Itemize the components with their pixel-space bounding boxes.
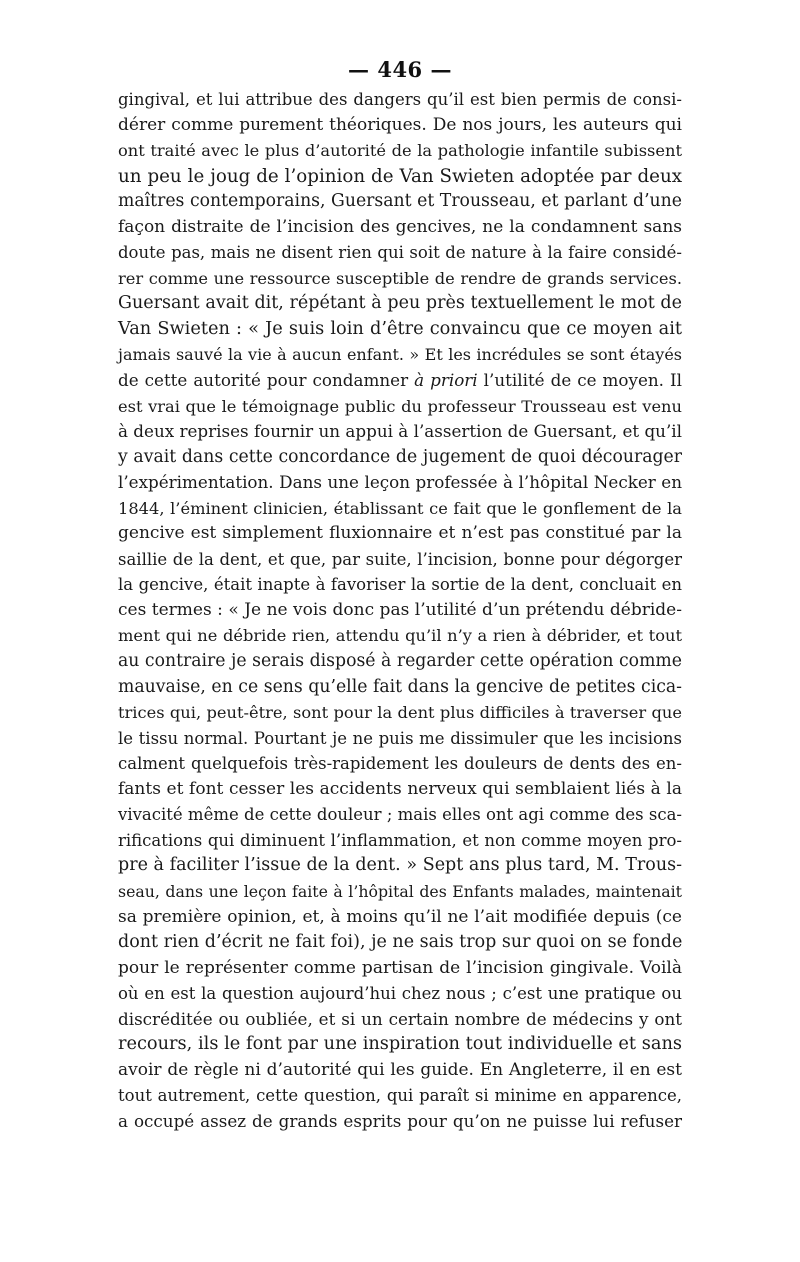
text-line: gingival, et lui attribue des dangers qu’il est bien permis de consi- bbox=[118, 90, 682, 109]
text-line: Guersant avait dit, répétant à peu près textuellement le mot de bbox=[118, 293, 682, 314]
text-line: calment quelquefois très-rapidement les douleurs de dents des en- bbox=[118, 754, 682, 774]
text-line: jamais sauvé la vie à aucun enfant. » Et les incrédules se sont étayés bbox=[118, 345, 682, 365]
text-line: la gencive, était inapte à favoriser la sortie de la dent, concluait en bbox=[118, 575, 682, 595]
text-line: fants et font cesser les accidents nerveux qui semblaient liés à la bbox=[118, 778, 682, 799]
page-number: — 446 — bbox=[348, 57, 452, 82]
text-line: l’expérimentation. Dans une leçon professée à l’hôpital Necker en bbox=[118, 472, 682, 493]
text-line: seau, dans une leçon faite à l’hôpital des Enfants malades, maintenait bbox=[118, 881, 682, 901]
text-line: trices qui, peut-être, sont pour la dent plus difficiles à traverser que bbox=[118, 703, 682, 723]
text-line: à deux reprises fournir un appui à l’assertion de Guersant, et qu’il bbox=[118, 421, 682, 442]
body-text bbox=[118, 87, 682, 1134]
text-line: avoir de règle ni d’autorité qui les guide. En Angleterre, il en est bbox=[118, 1059, 682, 1080]
text-line: tout autrement, cette question, qui paraît si minime en apparence, bbox=[118, 1086, 682, 1106]
text-line: façon distraite de l’incision des gencives, ne la condamnent sans bbox=[118, 216, 682, 237]
text-line: rer comme une ressource susceptible de rendre de grands services. bbox=[118, 268, 682, 288]
text-line: où en est la question aujourd’hui chez nous ; c’est une pratique ou bbox=[118, 984, 682, 1004]
text-line: pre à faciliter l’issue de la dent. » Sept ans plus tard, M. Trous- bbox=[118, 855, 682, 876]
text-line: un peu le joug de l’opinion de Van Swieten adoptée par deux bbox=[118, 165, 682, 187]
text-line: pour le représenter comme partisan de l’incision gingivale. Voilà bbox=[118, 957, 682, 978]
text-line: ces termes : « Je ne vois donc pas l’utilité d’un prétendu débride- bbox=[118, 599, 682, 620]
text-line: doute pas, mais ne disent rien qui soit de nature à la faire considé- bbox=[118, 243, 682, 263]
text-line: sa première opinion, et, à moins qu’il ne l’ait modifiée depuis (ce bbox=[118, 906, 682, 927]
text-line: 1844, l’éminent clinicien, établissant ce fait que le gonflement de la bbox=[118, 498, 682, 518]
text-line: vivacité même de cette douleur ; mais elles ont agi comme des sca- bbox=[118, 805, 682, 825]
text-line: est vrai que le témoignage public du professeur Trousseau est venu bbox=[118, 396, 682, 416]
text-line: dont rien d’écrit ne fait foi), je ne sais trop sur quoi on se fonde bbox=[118, 932, 683, 953]
text-line: maîtres contemporains, Guersant et Trousseau, et parlant d’une bbox=[118, 191, 682, 212]
text-line: dérer comme purement théoriques. De nos jours, les auteurs qui bbox=[118, 114, 682, 135]
text-line: y avait dans cette concordance de jugement de quoi décourager bbox=[118, 446, 682, 467]
text-line: gencive est simplement fluxionnaire et n’est pas constitué par la bbox=[118, 523, 682, 544]
text-line: Van Swieten : « Je suis loin d’être convaincu que ce moyen ait bbox=[118, 318, 682, 339]
text-line: mauvaise, en ce sens qu’elle fait dans la gencive de petites cica- bbox=[118, 676, 682, 697]
text-line: recours, ils le font par une inspiration tout individuelle et sans bbox=[118, 1034, 682, 1055]
text-line: ment qui ne débride rien, attendu qu’il n’y a rien à débrider, et tout bbox=[118, 626, 682, 646]
text-line: rifications qui diminuent l’inflammation, et non comme moyen pro- bbox=[118, 830, 682, 850]
text-line: le tissu normal. Pourtant je ne puis me dissimuler que les incisions bbox=[118, 728, 682, 748]
text-line: de cette autorité pour condamner à priori l’utilité de ce moyen. Il bbox=[118, 370, 682, 391]
text-line: saillie de la dent, et que, par suite, l’incision, bonne pour dégorger bbox=[118, 549, 682, 569]
text-line: discréditée ou oubliée, et si un certain nombre de médecins y ont bbox=[118, 1008, 682, 1029]
text-line: a occupé assez de grands esprits pour qu’on ne puisse lui refuser bbox=[118, 1110, 682, 1131]
text-line: au contraire je serais disposé à regarder cette opération comme bbox=[118, 651, 682, 672]
text-line: ont traité avec le plus d’autorité de la pathologie infantile subissent bbox=[118, 141, 682, 161]
